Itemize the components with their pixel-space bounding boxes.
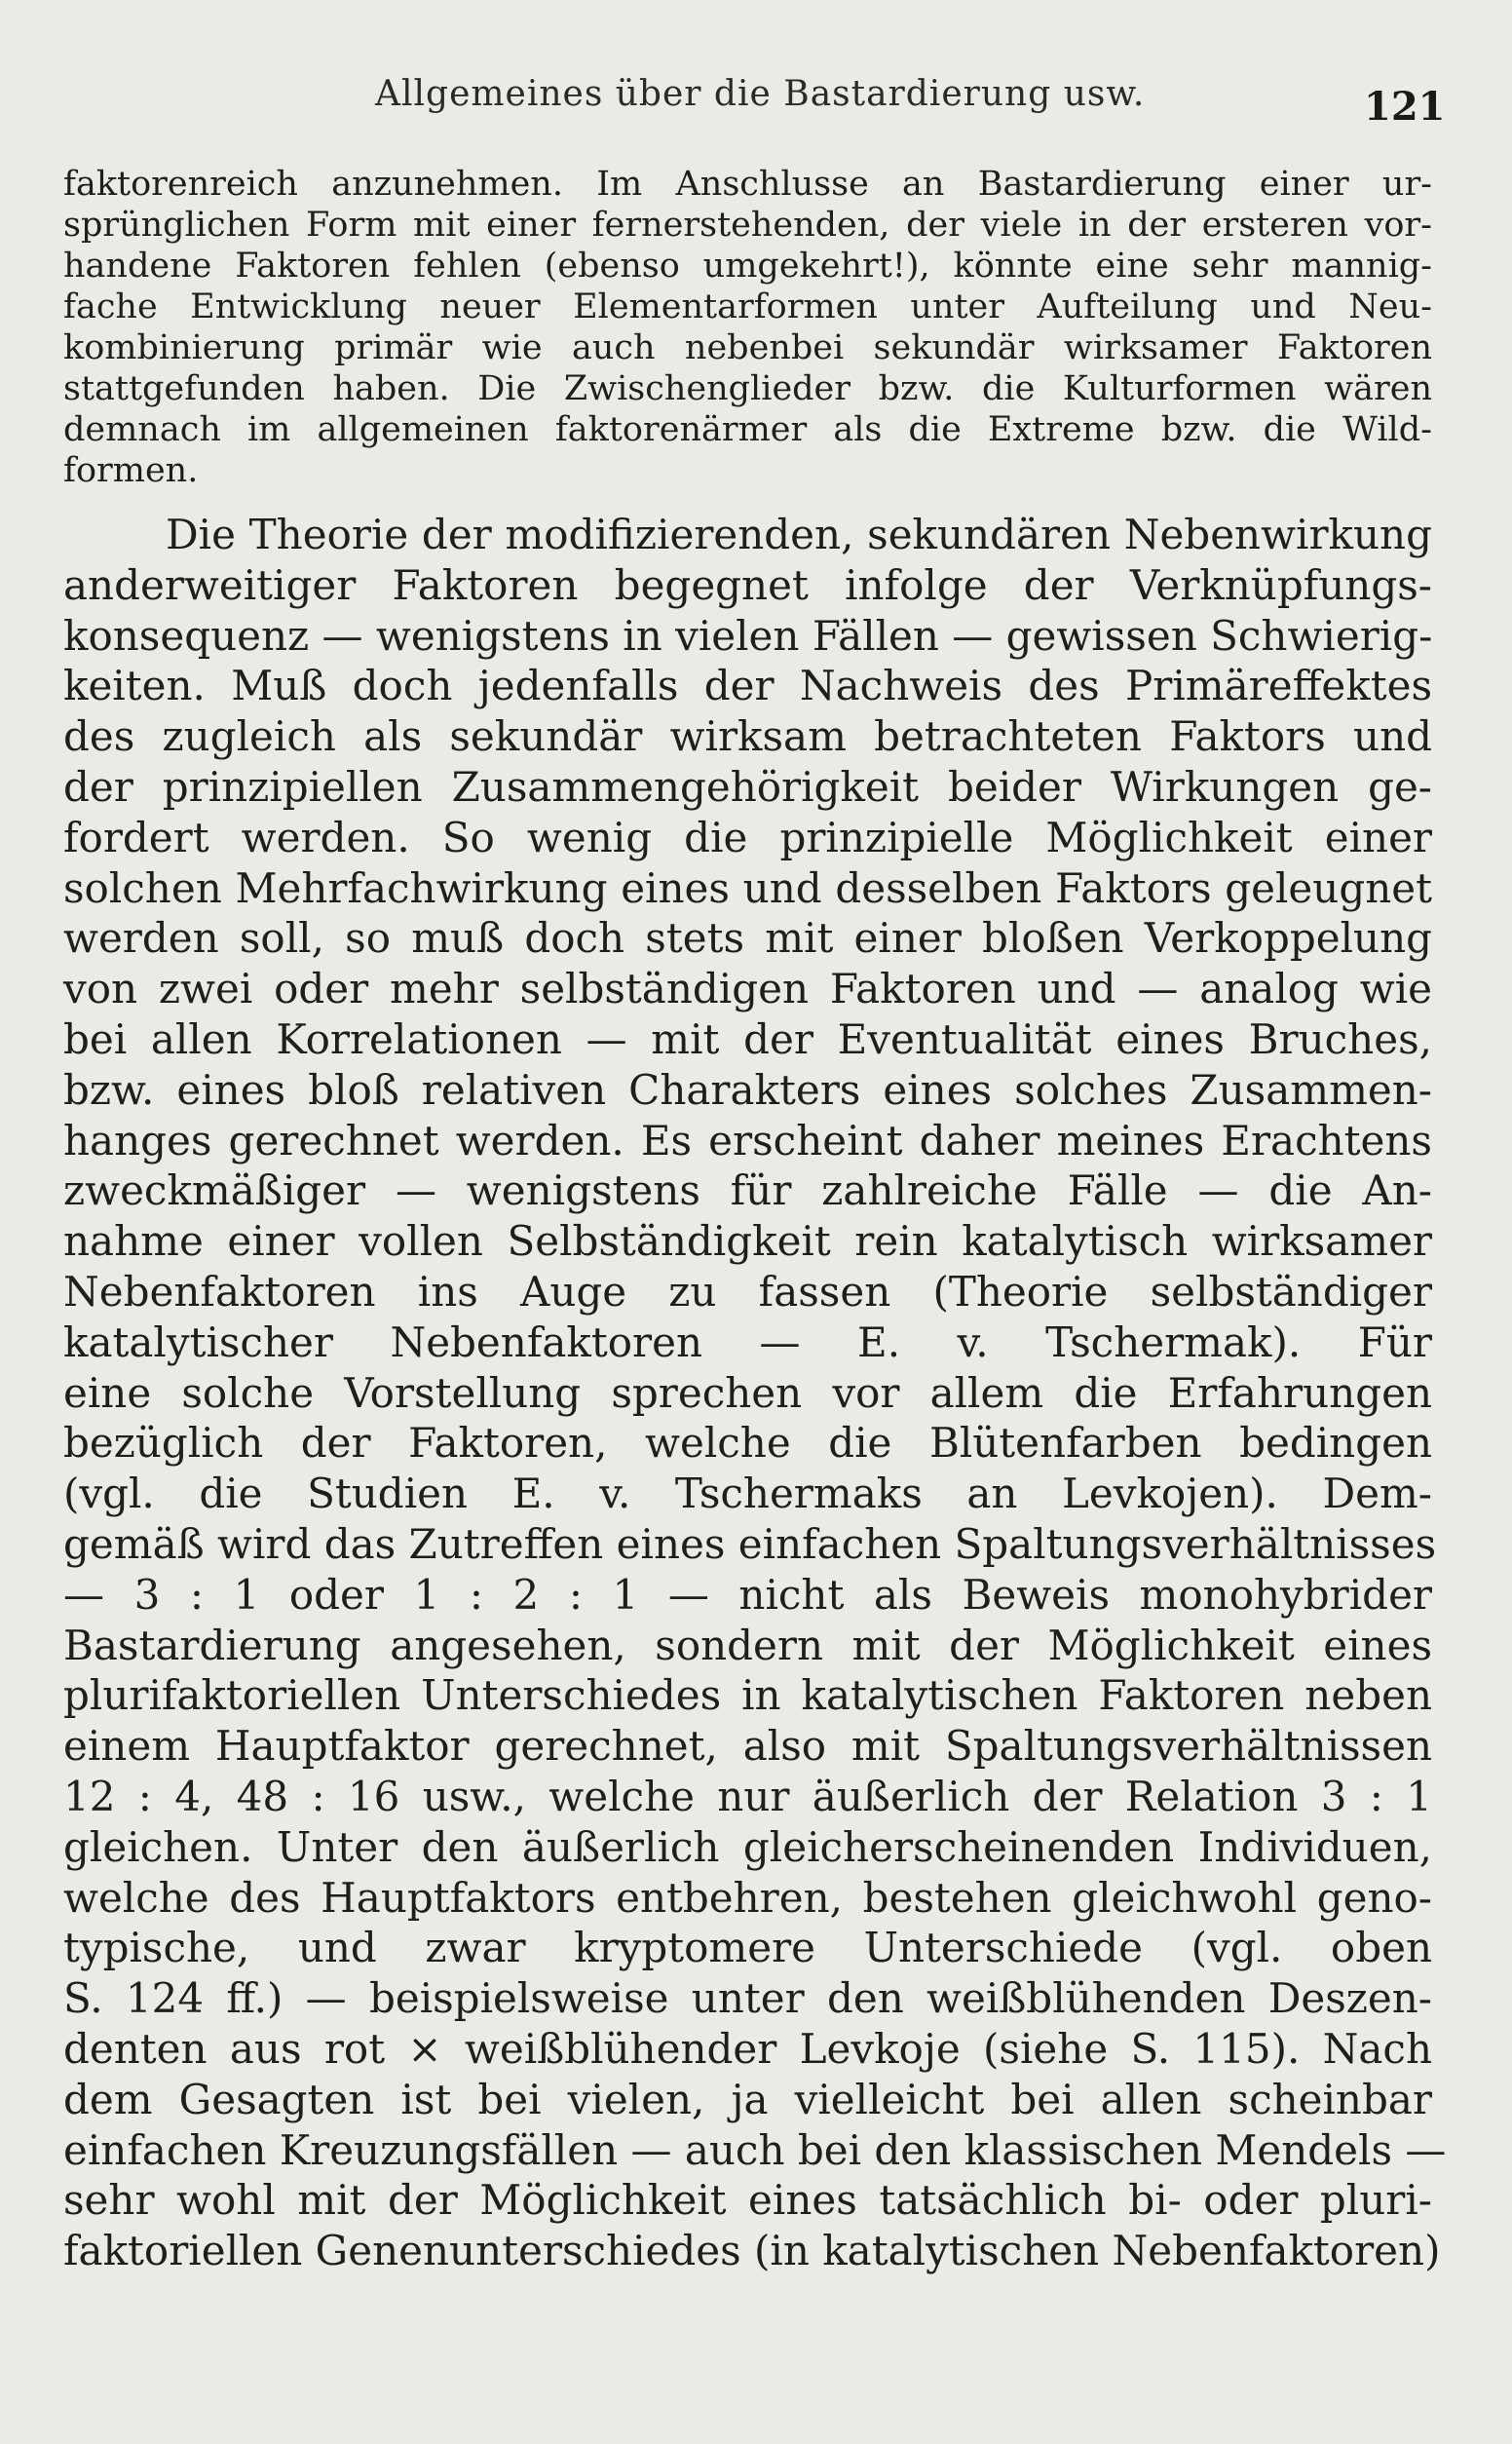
- text-line: sprünglichen Form mit einer fernerstehenden, der viele in der ersteren vor-: [63, 206, 1432, 245]
- text-line: solchen Mehrfachwirkung eines und desselben Faktors geleugnet: [63, 863, 1432, 912]
- text-line: des zugleich als sekundär wirksam betrachteten Faktors und: [63, 712, 1432, 761]
- text-line: eine solche Vorstellung sprechen vor allem die Erfahrungen: [63, 1368, 1432, 1417]
- text-line: von zwei oder mehr selbständigen Faktoren und — analog wie: [63, 965, 1432, 1013]
- small-print-paragraph: [63, 164, 1432, 491]
- text-line: sehr wohl mit der Möglichkeit eines tatsächlich bi- oder pluri-: [63, 2176, 1432, 2225]
- text-line: denten aus rot × weißblühender Levkoje (siehe S. 115). Nach: [63, 2024, 1432, 2073]
- text-line: formen.: [63, 451, 199, 490]
- text-line: einfachen Kreuzungsfällen — auch bei den klassischen Mendels —: [63, 2125, 1447, 2174]
- text-line: — 3 : 1 oder 1 : 2 : 1 — nicht als Beweis monohybrider: [63, 1570, 1432, 1619]
- text-line: S. 124 ff.) — beispielsweise unter den weißblühenden Deszen-: [63, 1974, 1432, 2023]
- text-line: keiten. Muß doch jedenfalls der Nachweis des Primäreffektes: [63, 662, 1432, 710]
- text-line: fordert werden. So wenig die prinzipielle Möglichkeit einer: [63, 813, 1432, 861]
- text-line: kombinierung primär wie auch nebenbei sekundär wirksamer Faktoren: [63, 328, 1432, 367]
- text-line: hanges gerechnet werden. Es erscheint daher meines Erachtens: [63, 1116, 1432, 1165]
- text-line: bei allen Korrelationen — mit der Eventualität eines Bruches,: [63, 1014, 1432, 1063]
- text-line: 12 : 4, 48 : 16 usw., welche nur äußerlich der Relation 3 : 1: [63, 1772, 1432, 1820]
- text-line: bzw. eines bloß relativen Charakters eines solches Zusammen-: [63, 1065, 1432, 1114]
- text-line: nahme einer vollen Selbständigkeit rein katalytisch wirksamer: [63, 1217, 1432, 1266]
- text-line: faktoriellen Genenunterschiedes (in katalytischen Nebenfaktoren): [63, 2227, 1441, 2275]
- text-line: Bastardierung angesehen, sondern mit der Möglichkeit eines: [63, 1621, 1432, 1669]
- text-line: katalytischer Nebenfaktoren — E. v. Tschermak). Für: [63, 1317, 1432, 1366]
- text-line: fache Entwicklung neuer Elementarformen unter Aufteilung und Neu-: [63, 287, 1432, 326]
- text-line: werden soll, so muß doch stets mit einer bloßen Verkoppelung: [63, 914, 1432, 963]
- text-line: Nebenfaktoren ins Auge zu fassen (Theorie selbständiger: [63, 1267, 1432, 1316]
- text-line: gemäß wird das Zutreffen eines einfachen Spaltungsverhältnisses: [63, 1519, 1437, 1568]
- text-line: einem Hauptfaktor gerechnet, also mit Spaltungsverhältnissen: [63, 1722, 1432, 1771]
- running-title: Allgemeines über die Bastardierung usw.: [375, 74, 1146, 114]
- text-line: zweckmäßiger — wenigstens für zahlreiche Fälle — die An-: [63, 1166, 1432, 1215]
- text-line: bezüglich der Faktoren, welche die Blütenfarben bedingen: [63, 1419, 1432, 1468]
- text-line: Die Theorie der modifizierenden, sekundären Nebenwirkung: [166, 511, 1432, 558]
- text-line: typische, und zwar kryptomere Unterschiede (vgl. oben: [63, 1924, 1432, 1972]
- text-line: demnach im allgemeinen faktorenärmer als die Extreme bzw. die Wild-: [63, 410, 1432, 449]
- text-line: anderweitiger Faktoren begegnet infolge der Verknüpfungs-: [63, 560, 1432, 609]
- text-line: der prinzipiellen Zusammengehörigkeit beider Wirkungen ge-: [63, 762, 1432, 811]
- text-line: handene Faktoren fehlen (ebenso umgekehrt!), könnte eine sehr mannig-: [63, 247, 1432, 286]
- text-line: welche des Hauptfaktors entbehren, bestehen gleichwohl geno-: [63, 1873, 1432, 1922]
- text-line: gleichen. Unter den äußerlich gleicherscheinenden Individuen,: [63, 1822, 1432, 1871]
- text-line: plurifaktoriellen Unterschiedes in katalytischen Faktoren neben: [63, 1671, 1432, 1720]
- text-line: (vgl. die Studien E. v. Tschermaks an Levkojen). Dem-: [63, 1470, 1432, 1518]
- text-line: konsequenz — wenigstens in vielen Fällen — gewissen Schwierig-: [63, 611, 1433, 660]
- text-line: faktorenreich anzunehmen. Im Anschlusse an Bastardierung einer ur-: [63, 165, 1432, 204]
- text-line: stattgefunden haben. Die Zwischenglieder bzw. die Kulturformen wären: [63, 369, 1432, 408]
- main-paragraph: [63, 510, 1447, 2276]
- text-line: dem Gesagten ist bei vielen, ja vielleicht bei allen scheinbar: [63, 2075, 1432, 2123]
- page-number: 121: [1364, 84, 1446, 130]
